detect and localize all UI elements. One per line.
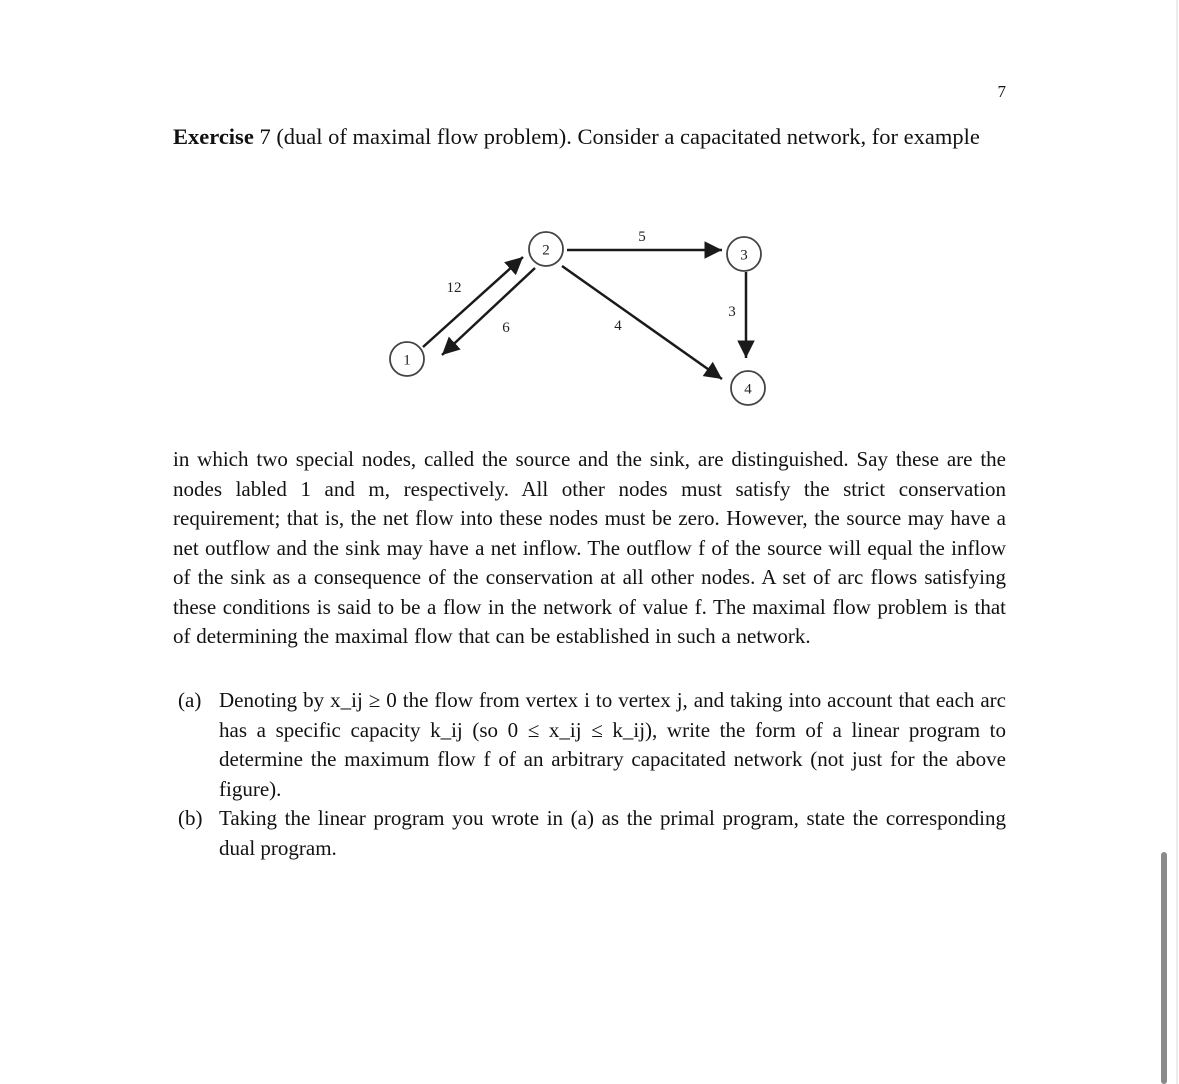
arc-1-2-capacity: 12 bbox=[446, 280, 462, 296]
exercise-label: Exercise bbox=[173, 124, 254, 149]
arc-2-4-capacity: 4 bbox=[614, 318, 622, 334]
exercise-intro: Consider a capacitated network, for example bbox=[577, 124, 980, 149]
arc-2-4 bbox=[562, 266, 722, 379]
node-4 bbox=[731, 371, 765, 405]
node-1 bbox=[390, 342, 424, 376]
arc-2-3-capacity: 5 bbox=[638, 229, 646, 245]
question-item bbox=[178, 686, 1006, 804]
exercise-topic: (dual of maximal flow problem). bbox=[276, 124, 572, 149]
exercise-heading bbox=[173, 122, 1006, 152]
question-list bbox=[178, 686, 1006, 863]
body-paragraph: in which two special nodes, called the source and the sink, are distinguished. Say these are the nodes labled 1 and m, respectively. All other nodes must satisfy the strict conservation requirement; that is, the net flow into these nodes must be zero. However, the source may have a net outflow and the sink may have a net inflow. The outflow f of the source will equal the inflow of the sink as a consequence of the conservation at all other nodes. A set of arc flows satisfying these conditions is said to be a flow in the network of value f. The maximal flow problem is that of determining the maximal flow that can be established in such a network. bbox=[173, 447, 1006, 648]
item-marker: (a) bbox=[178, 688, 202, 712]
node-3 bbox=[727, 237, 761, 271]
exercise-number: 7 bbox=[259, 124, 271, 149]
scrollbar[interactable] bbox=[1161, 852, 1167, 1084]
question-item bbox=[178, 804, 1006, 863]
node-4-label: 4 bbox=[744, 381, 752, 398]
arc-2-1-capacity: 6 bbox=[502, 320, 510, 336]
item-marker: (b) bbox=[178, 806, 203, 830]
arc-3-4-capacity: 3 bbox=[728, 304, 736, 320]
network-figure bbox=[383, 224, 778, 414]
node-2 bbox=[529, 232, 563, 266]
node-1-label: 1 bbox=[403, 352, 411, 369]
item-text: Denoting by x_ij ≥ 0 the flow from vertex i to vertex j, and taking into account that each arc has a specific capacity k_ij (so 0 ≤ x_ij ≤ k_ij), write the form of a linear program to determine the maximum flow f of an arbitrary capacitated network (not just for the above figure). bbox=[219, 688, 1006, 801]
node-3-label: 3 bbox=[740, 247, 748, 264]
page-edge bbox=[1176, 0, 1178, 1084]
page-number: 7 bbox=[997, 82, 1006, 101]
node-2-label: 2 bbox=[542, 242, 550, 259]
network-diagram bbox=[383, 224, 778, 414]
item-text: Taking the linear program you wrote in (a) as the primal program, state the corresponding dual program. bbox=[219, 806, 1006, 860]
